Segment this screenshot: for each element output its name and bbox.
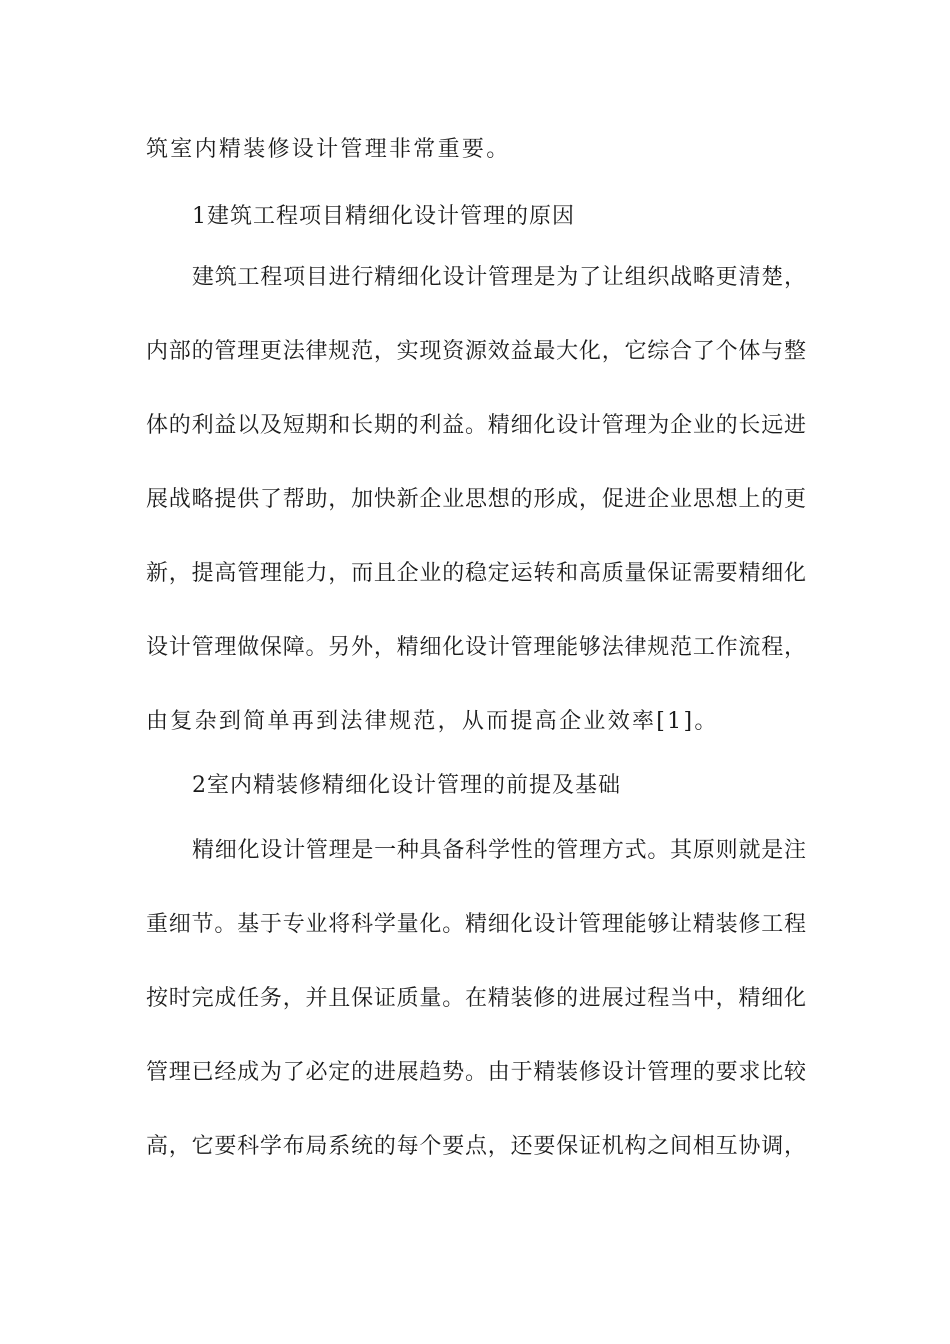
- paragraph-line: 展战略提供了帮助，加快新企业思想的形成，促进企业思想上的更: [146, 487, 806, 512]
- paragraph-line: 重细节。基于专业将科学量化。精细化设计管理能够让精装修工程: [146, 912, 806, 937]
- paragraph-line: 管理已经成为了必定的进展趋势。由于精装修设计管理的要求比较: [146, 1060, 806, 1085]
- paragraph-line: 高，它要科学布局系统的每个要点，还要保证机构之间相互协调，: [146, 1134, 806, 1159]
- paragraph-line: 建筑工程项目进行精细化设计管理是为了让组织战略更清楚，: [192, 265, 806, 290]
- paragraph-line: 新，提高管理能力，而且企业的稳定运转和高质量保证需要精细化: [146, 561, 806, 586]
- section-heading-1: 1建筑工程项目精细化设计管理的原因: [192, 204, 575, 229]
- section-heading-2: 2室内精装修精细化设计管理的前提及基础: [192, 773, 621, 798]
- paragraph-line: 体的利益以及短期和长期的利益。精细化设计管理为企业的长远进: [146, 413, 806, 438]
- paragraph-line: 内部的管理更法律规范，实现资源效益最大化，它综合了个体与整: [146, 339, 806, 364]
- paragraph-line: 筑室内精装修设计管理非常重要。: [146, 137, 511, 162]
- paragraph-line: 精细化设计管理是一种具备科学性的管理方式。其原则就是注: [192, 838, 806, 863]
- paragraph-line: 设计管理做保障。另外，精细化设计管理能够法律规范工作流程，: [146, 635, 806, 660]
- paragraph-line: 按时完成任务，并且保证质量。在精装修的进展过程当中，精细化: [146, 986, 806, 1011]
- paragraph-line: 由复杂到简单再到法律规范，从而提高企业效率[1]。: [146, 709, 719, 734]
